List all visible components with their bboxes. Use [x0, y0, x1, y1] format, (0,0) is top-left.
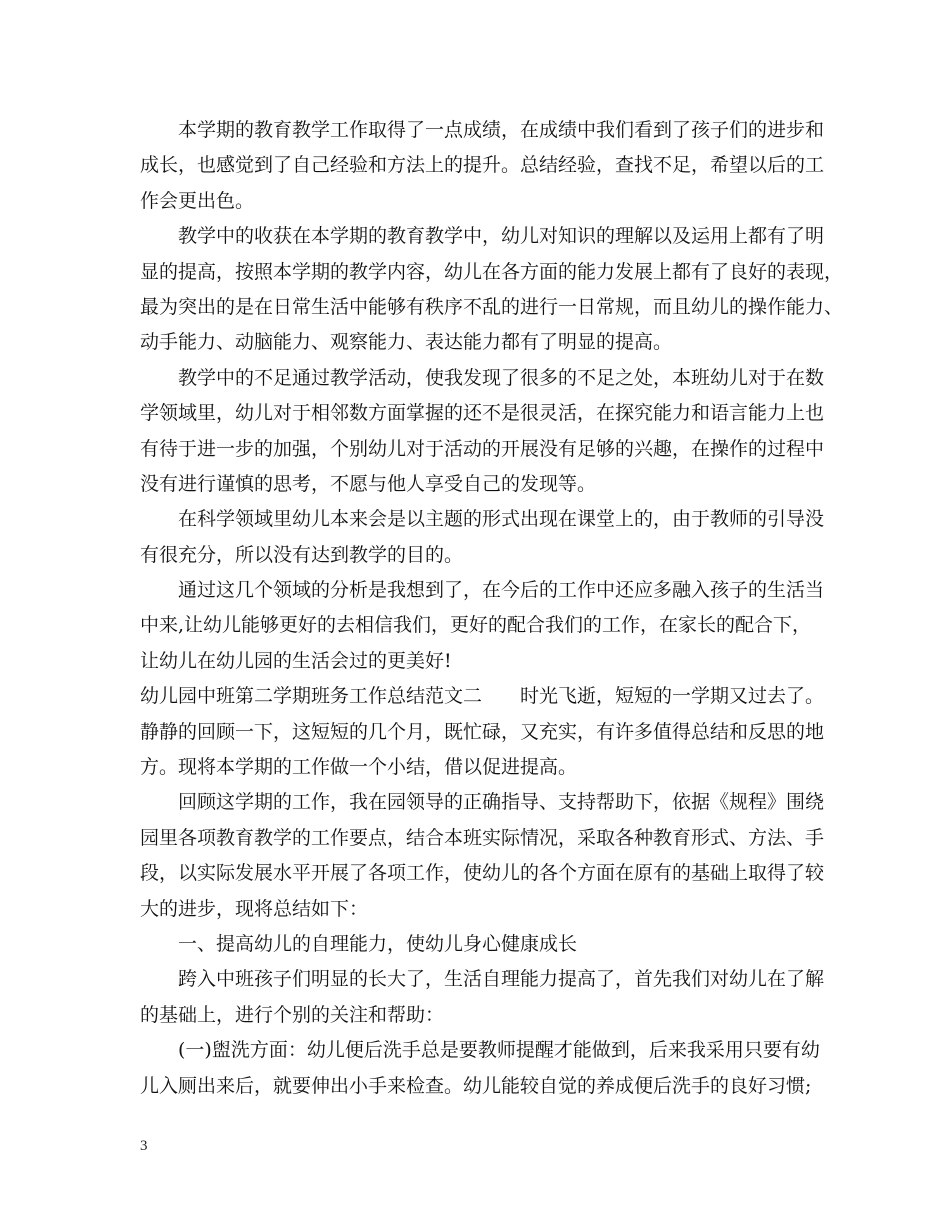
text-line: 学领域里，幼儿对于相邻数方面掌握的还不是很灵活，在探究能力和语言能力上也: [140, 402, 825, 425]
text-line: 本学期的教育教学工作取得了一点成绩，在成绩中我们看到了孩子们的进步和: [178, 119, 825, 141]
text-line: 有待于进一步的加强，个别幼儿对于活动的开展没有足够的兴趣，在操作的过程中: [140, 437, 825, 460]
text-line: 教学中的收获在本学期的教育教学中，幼儿对知识的理解以及运用上都有了明: [178, 225, 825, 248]
text-line: 作会更出色。: [140, 189, 255, 212]
text-line: 的基础上，进行个别的关注和帮助：: [140, 1003, 445, 1026]
text-line: 中来,让幼儿能够更好的去相信我们，更好的配合我们的工作，在家长的配合下，: [140, 614, 812, 637]
text-line: 最为突出的是在日常生活中能够有秩序不乱的进行一日常规，而且幼儿的操作能力、: [140, 295, 844, 318]
text-line: 通过这几个领域的分析是我想到了，在今后的工作中还应多融入孩子的生活当: [178, 579, 825, 602]
text-line: 静静的回顾一下，这短短的几个月，既忙碌，又充实，有许多值得总结和反思的地: [140, 720, 825, 743]
text-line: 让幼儿在幼儿园的生活会过的更美好!: [140, 649, 452, 672]
text-line: 方。现将本学期的工作做一个小结，借以促进提高。: [140, 756, 578, 779]
text-line: 园里各项教育教学的工作要点，结合本班实际情况，采取各种教育形式、方法、手: [140, 826, 825, 849]
text-line: 幼儿园中班第二学期班务工作总结范文二 时光飞逝，短短的一学期又过去了。: [140, 685, 825, 708]
section-heading: 一、提高幼儿的自理能力，使幼儿身心健康成长: [178, 932, 578, 955]
text-line: 回顾这学期的工作，我在园领导的正确指导、支持帮助下，依据《规程》围绕: [178, 791, 825, 814]
document-body: [140, 113, 844, 1104]
text-line: 在科学领域里幼儿本来会是以主题的形式出现在课堂上的，由于教师的引导没: [178, 508, 825, 531]
text-line: 段，以实际发展水平开展了各项工作，使幼儿的各个方面在原有的基础上取得了较: [140, 862, 825, 885]
text-line: 没有进行谨慎的思考，不愿与他人享受自己的发现等。: [140, 472, 597, 495]
text-line: 显的提高，按照本学期的教学内容，幼儿在各方面的能力发展上都有了良好的表现，: [140, 260, 844, 283]
text-line: 大的进步，现将总结如下：: [140, 897, 369, 920]
page-number: 3: [140, 1138, 148, 1154]
text-line: 教学中的不足通过教学活动，使我发现了很多的不足之处，本班幼儿对于在数: [178, 366, 825, 389]
text-line: (一)盥洗方面：幼儿便后洗手总是要教师提醒才能做到，后来我采用只要有幼: [178, 1039, 820, 1062]
text-line: 儿入厕出来后，就要伸出小手来检查。幼儿能较自觉的养成便后洗手的良好习惯;: [140, 1074, 812, 1097]
text-line: 动手能力、动脑能力、观察能力、表达能力都有了明显的提高。: [140, 331, 673, 354]
text-line: 有很充分，所以没有达到教学的目的。: [140, 543, 464, 566]
text-line: 跨入中班孩子们明显的长大了，生活自理能力提高了，首先我们对幼儿在了解: [178, 968, 825, 991]
text-line: 成长，也感觉到了自己经验和方法上的提升。总结经验，查找不足，希望以后的工: [140, 154, 825, 177]
